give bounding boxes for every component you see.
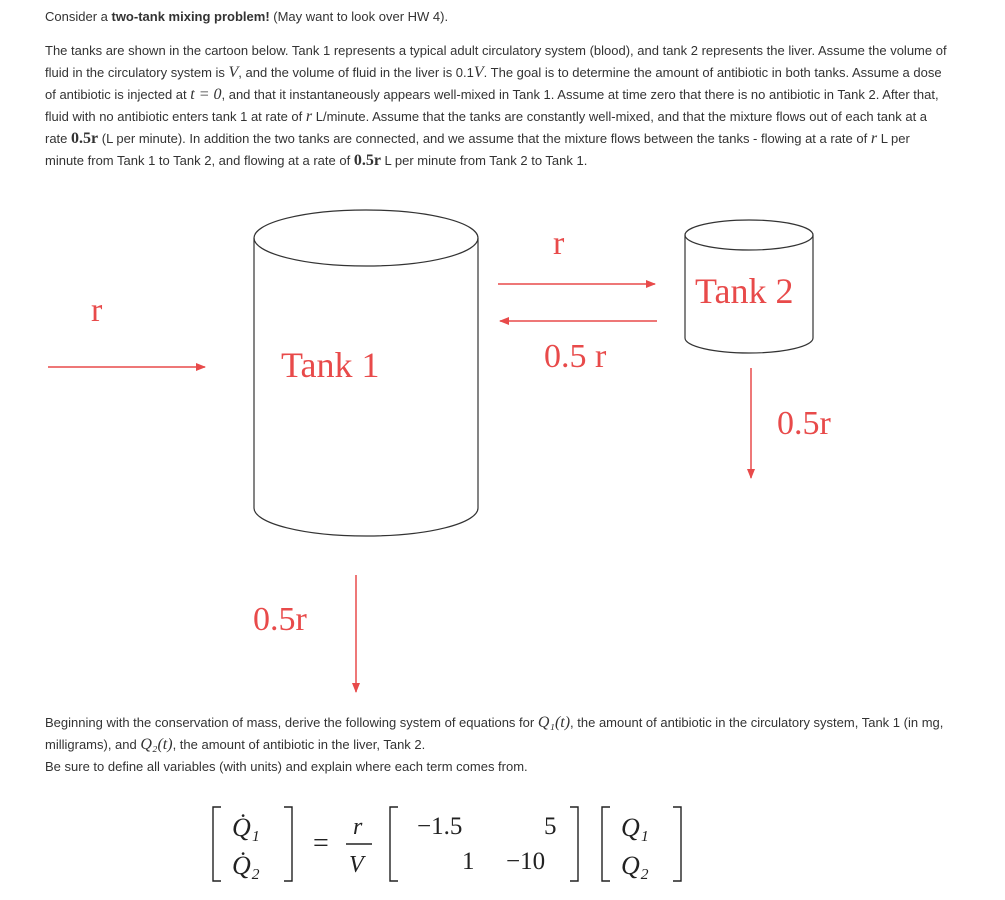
- desc-text: (L per minute). In addition the two tanks are connected, and we assume that the mixture flows between the tanks - flowing at a rate of: [98, 131, 871, 146]
- desc-text: The tanks are shown in the cartoon below. Tank 1 represents a typical adult circulatory system (blood), and tank 2 represents the liver. Assume the volume of fluid in the circulatory system is: [45, 43, 947, 80]
- var-Q2: Q₂(t): [140, 736, 173, 753]
- tank-1-label: Tank 1: [281, 345, 380, 385]
- matrix-bracket-left: [390, 807, 398, 881]
- rhs-bracket-right: [673, 807, 681, 881]
- lhs-q2-dot: Q̇₂: [232, 851, 260, 880]
- lhs-q1-dot: Q̇₁: [232, 813, 260, 842]
- matrix-a12: 5: [544, 813, 557, 840]
- tank1-to-tank2-rate-label: r: [553, 225, 565, 262]
- intro-text-end: (May want to look over HW 4).: [269, 9, 449, 24]
- matrix-a11: −1.5: [417, 813, 463, 840]
- desc-text: , and that it instantaneously appears well-mixed in Tank 1. Assume at time zero that there is no antibiotic in Tank 2. After that, fluid with no antibiotic enters tank 1 at rate of: [45, 87, 939, 124]
- tank-1-body: [254, 238, 478, 536]
- matrix-equation: [213, 807, 681, 881]
- desc-text: L per minute from Tank 2 to Tank 1.: [380, 153, 588, 168]
- rhs-bracket-left: [602, 807, 610, 881]
- var-V: V: [228, 64, 239, 81]
- rhs-q1: Q₁: [621, 813, 649, 842]
- var-half-r: 0.5r: [353, 152, 381, 169]
- desc-text: L/minute. Assume that the tanks are constantly well-mixed, and that the mixture flows out of each tank at a rate: [45, 109, 928, 146]
- derivation-instructions: [45, 712, 950, 778]
- intro-bold-text: two-tank mixing problem!: [111, 9, 270, 24]
- matrix-a21: 1: [462, 848, 475, 875]
- desc-text: L per minute from Tank 1 to Tank 2, and flowing at a rate of: [45, 131, 910, 168]
- desc-text: , and the volume of fluid in the liver is 0.1: [238, 65, 474, 80]
- var-half-r: 0.5r: [71, 130, 99, 147]
- derivation-text: Beginning with the conservation of mass, derive the following system of equations for: [45, 715, 538, 730]
- var-V: V: [473, 64, 484, 81]
- tank2-outflow-rate-label: 0.5r: [777, 405, 831, 442]
- var-Q1: Q₁(t): [537, 714, 571, 731]
- matrix-a22: −10: [506, 848, 546, 875]
- tank-2-top: [685, 220, 813, 250]
- tank-1-top: [254, 210, 478, 266]
- desc-text: . The goal is to determine the amount of antibiotic in both tanks. Assume a dose of antibiotic is injected at: [45, 65, 942, 102]
- derivation-note: Be sure to define all variables (with units) and explain where each term comes from.: [45, 759, 528, 774]
- fraction-numerator: r: [353, 814, 363, 840]
- tank-2-label: Tank 2: [695, 271, 794, 311]
- derivation-text: , the amount of antibiotic in the liver, Tank 2.: [172, 737, 426, 752]
- rhs-q2: Q₂: [621, 851, 649, 880]
- matrix-bracket-right: [570, 807, 578, 881]
- var-t-zero: t = 0: [190, 86, 222, 103]
- intro-text: Consider a: [45, 9, 112, 24]
- lhs-bracket-left: [213, 807, 221, 881]
- var-r: r: [870, 130, 878, 147]
- inflow-rate-label: r: [91, 292, 103, 329]
- var-r: r: [305, 108, 313, 125]
- derivation-text: , the amount of antibiotic in the circulatory system, Tank 1 (in mg, milligrams), and: [45, 715, 944, 752]
- equals-sign: =: [313, 828, 329, 859]
- fraction-denominator: V: [349, 852, 364, 878]
- lhs-bracket-right: [284, 807, 292, 881]
- tank1-outflow-rate-label: 0.5r: [253, 601, 307, 638]
- tank2-to-tank1-rate-label: 0.5 r: [544, 338, 607, 375]
